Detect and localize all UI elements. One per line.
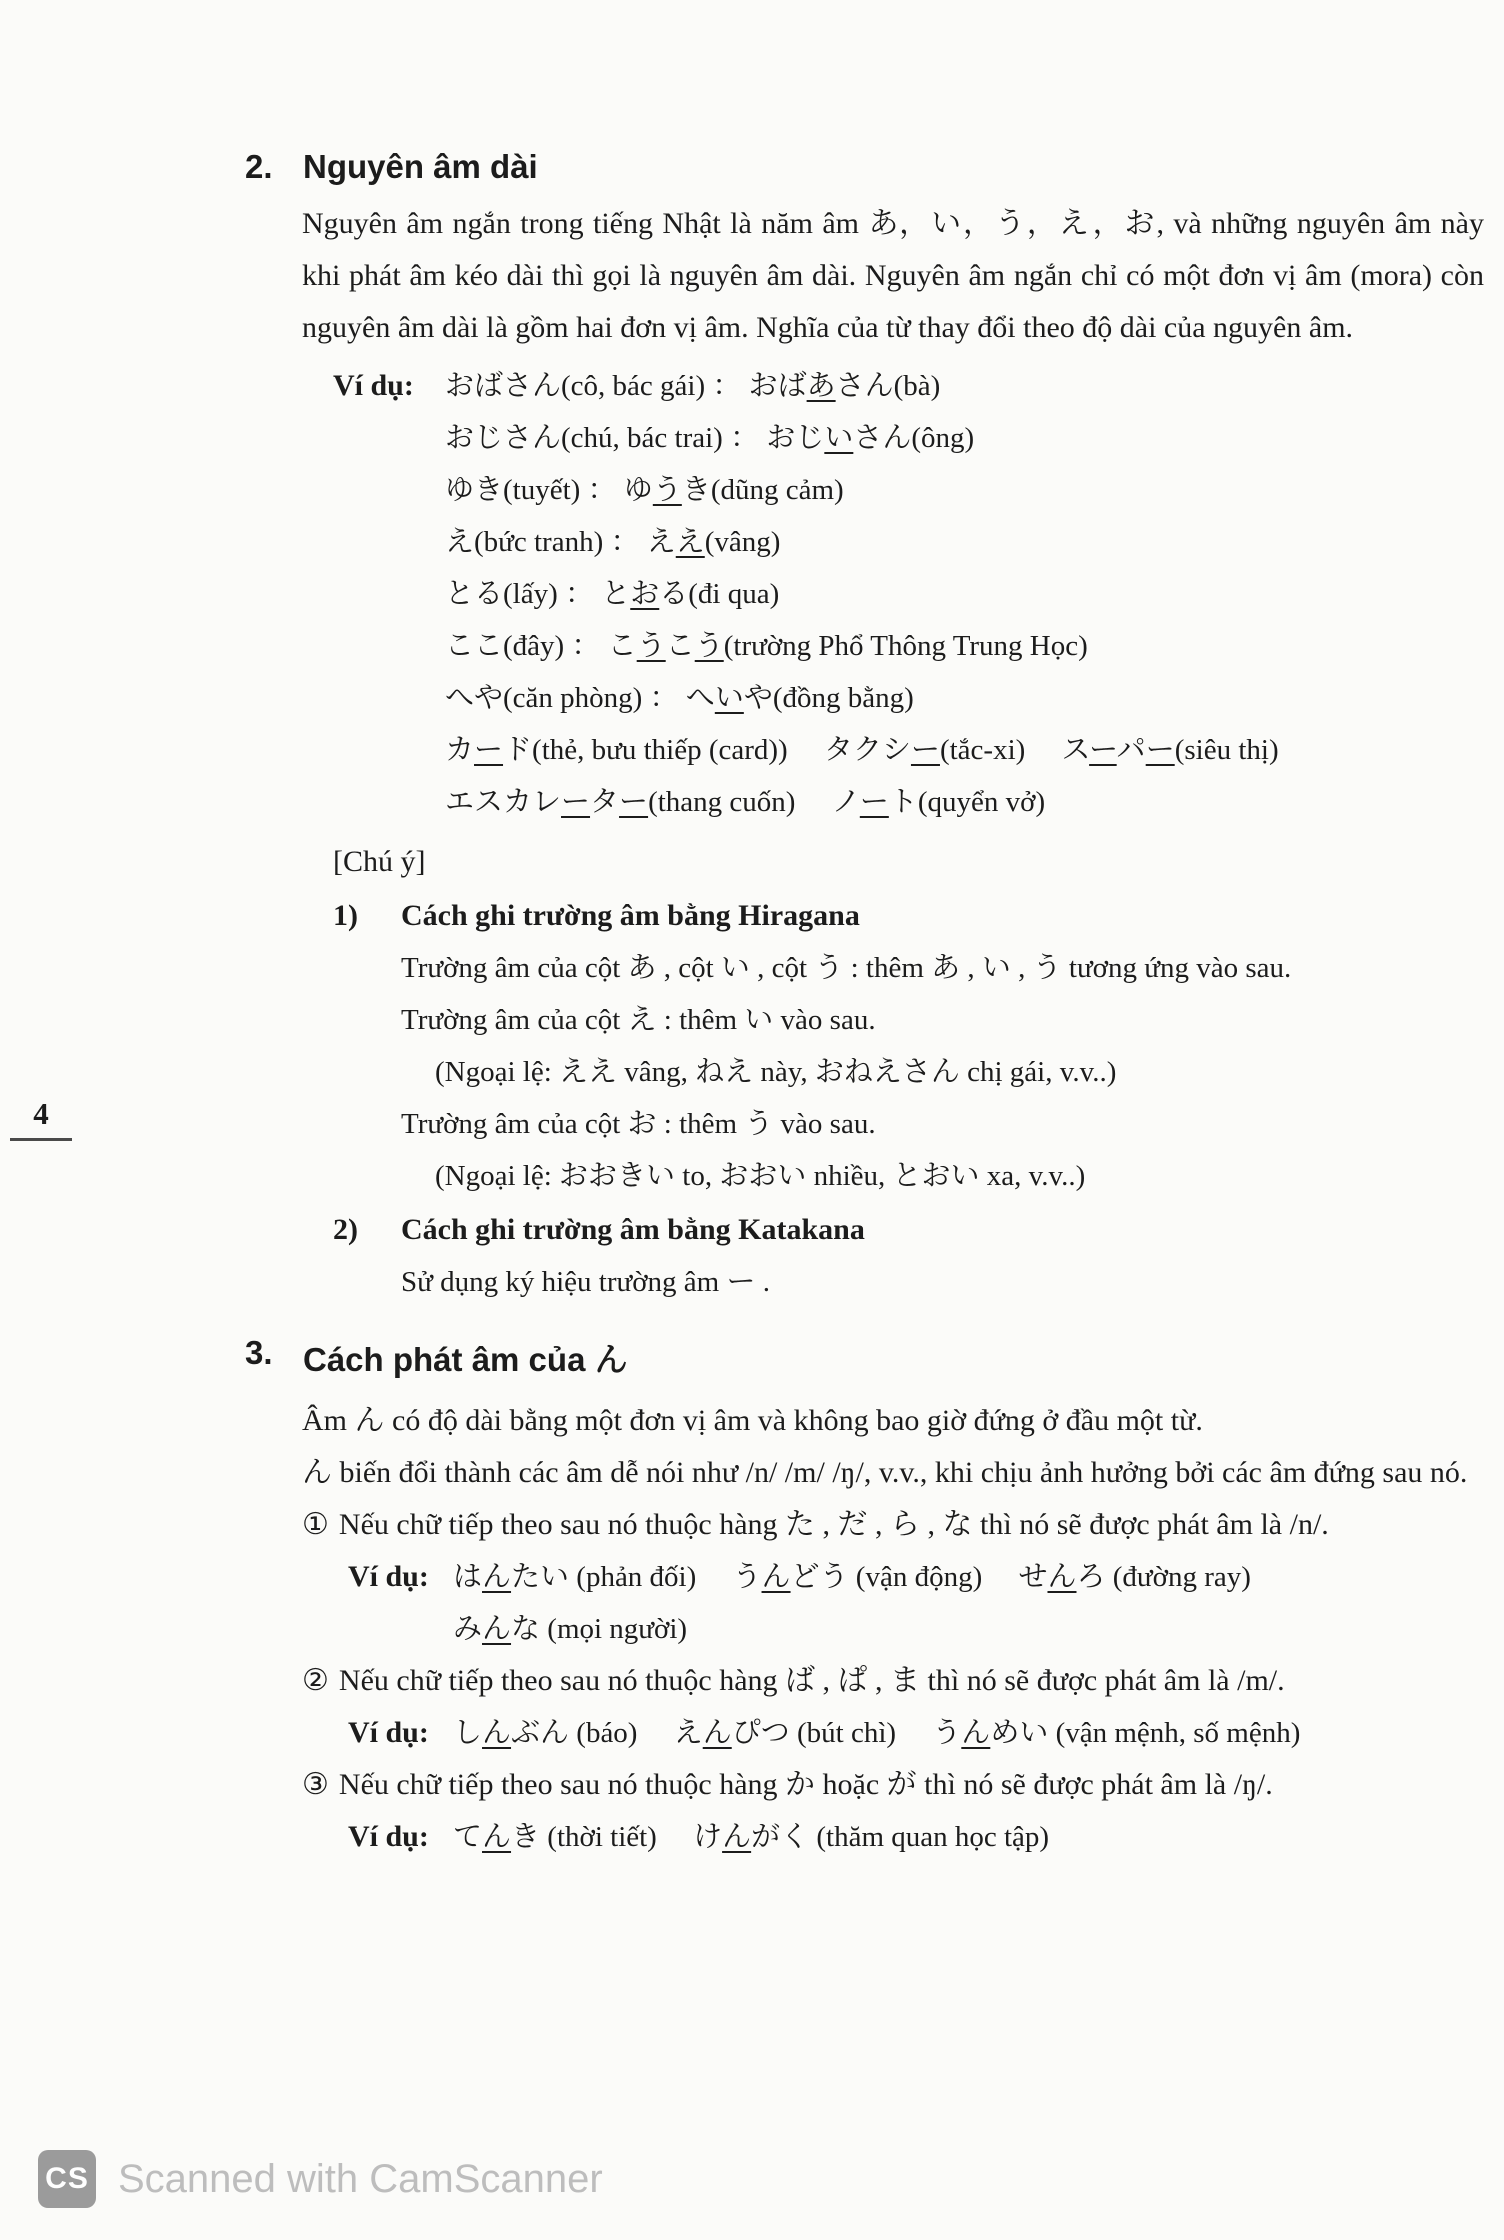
example-list — [453, 1551, 1251, 1655]
circled-number-2: ② — [302, 1664, 329, 1697]
section2-number: 2. — [245, 148, 273, 185]
page-content — [245, 148, 1485, 1863]
rule-line: Trường âm của cột え : thêm い vào sau. — [401, 1004, 876, 1036]
circled-number-3: ③ — [302, 1768, 329, 1801]
camscanner-logo-icon: CS — [38, 2150, 96, 2208]
rule-1-examples — [348, 1551, 1485, 1655]
subsection-katakana-body — [401, 1256, 1485, 1308]
example-line: しんぶん (báo) えんぴつ (bút chì) うんめい (vận mệnh, số mệnh) — [453, 1717, 1301, 1749]
note-label: [Chú ý] — [333, 845, 426, 878]
subsection-number: 1) — [333, 899, 358, 932]
section2-heading — [245, 148, 1485, 186]
example-list — [453, 1811, 1049, 1863]
example-line: おじさん(chú, bác trai) ： おじいさん(ông) — [445, 422, 975, 454]
rule-line: Trường âm của cột お : thêm う vào sau. — [401, 1108, 876, 1140]
rule-line: Sử dụng ký hiệu trường âm ー . — [401, 1266, 770, 1298]
example-line: え(bức tranh) ： ええ(vâng) — [445, 526, 781, 558]
rule-line: Trường âm của cột あ , cột い , cột う : thêm あ , い , う tương ứng vào sau. — [401, 952, 1292, 984]
example-line: とる(lấy) ： とおる(đi qua) — [445, 578, 780, 610]
section2-paragraph: Nguyên âm ngắn trong tiếng Nhật là năm âm あ，い，う，え，お, và những nguyên âm này khi phát âm kéo dài thì gọi là nguyên âm dài. Nguyên âm ngắn chỉ có một đơn vị âm (mora) còn nguyên âm dài là gồm hai đơn vị âm. Nghĩa của từ thay đổi theo độ dài của nguyên âm. — [302, 207, 1484, 344]
example-line: はんたい (phản đối) うんどう (vận động) せんろ (đường ray) — [453, 1561, 1251, 1593]
example-line: おばさん(cô, bác gái) ： おばあさん(bà) — [445, 370, 941, 402]
example-line: へや(căn phòng) ： へいや(đồng bằng) — [445, 682, 914, 714]
exception-line: (Ngoại lệ: おおきい to, おおい nhiều, とおい xa, v.v..) — [435, 1160, 1086, 1192]
rule-text: Nếu chữ tiếp theo sau nó thuộc hàng ば , ぱ , ま thì nó sẽ được phát âm là /m/. — [338, 1664, 1285, 1697]
rule-3-examples — [348, 1811, 1485, 1863]
subsection-title: Cách ghi trường âm bằng Katakana — [401, 1213, 865, 1246]
subsection-hiragana-heading — [333, 890, 1485, 942]
example-label: Ví dụ: — [348, 1716, 429, 1749]
rule-2-examples — [348, 1707, 1485, 1759]
example-line: みんな (mọi người) — [453, 1613, 688, 1645]
section2-title: Nguyên âm dài — [303, 148, 538, 185]
subsection-katakana-heading — [333, 1204, 1485, 1256]
example-line: カード(thẻ, bưu thiếp (card)) タクシー(tắc-xi) スーパー(siêu thị) — [445, 734, 1279, 766]
example-line: エスカレーター(thang cuốn) ノート(quyển vở) — [445, 786, 1046, 818]
pronunciation-rule-3 — [302, 1759, 1487, 1811]
pronunciation-rule-1 — [302, 1499, 1487, 1551]
rule-text: Nếu chữ tiếp theo sau nó thuộc hàng か hoặc が thì nó sẽ được phát âm là /ŋ/. — [338, 1768, 1273, 1801]
example-label: Ví dụ: — [348, 1820, 429, 1853]
subsection-hiragana-body — [401, 942, 1485, 1202]
subsection-title: Cách ghi trường âm bằng Hiragana — [401, 899, 860, 932]
circled-number-1: ① — [302, 1508, 329, 1541]
subsection-katakana — [333, 1204, 1485, 1308]
section3 — [245, 1334, 1485, 1863]
example-label: Ví dụ: — [333, 369, 414, 402]
subsection-hiragana — [333, 890, 1485, 1202]
section3-paragraph-2: ん biến đổi thành các âm dễ nói như /n/ /m/ /ŋ/, v.v., khi chịu ảnh hưởng bởi các âm đứng sau nó. — [302, 1456, 1468, 1489]
example-list — [445, 360, 1279, 828]
section3-number: 3. — [245, 1334, 273, 1371]
example-line: ゆき(tuyết) ： ゆうき(dũng cảm) — [445, 474, 844, 506]
section3-heading — [245, 1334, 1485, 1381]
camscanner-watermark — [38, 2150, 603, 2208]
camscanner-watermark-text: Scanned with CamScanner — [118, 2156, 603, 2201]
rule-text: Nếu chữ tiếp theo sau nó thuộc hàng た , だ , ら , な thì nó sẽ được phát âm là /n/. — [338, 1508, 1329, 1541]
section3-title: Cách phát âm của ん — [303, 1341, 628, 1378]
subsection-number: 2) — [333, 1213, 358, 1246]
exception-line: (Ngoại lệ: ええ vâng, ねえ này, おねえさん chị gái, v.v..) — [435, 1056, 1117, 1088]
pronunciation-rule-2 — [302, 1655, 1487, 1707]
example-list — [453, 1707, 1300, 1759]
example-line: てんき (thời tiết) けんがく (thăm quan học tập) — [453, 1821, 1050, 1853]
page-number: 4 — [10, 1096, 72, 1141]
section2-example-block — [333, 360, 1485, 828]
example-line: ここ(đây) ： こうこう(trường Phổ Thông Trung Học) — [445, 630, 1088, 662]
example-label: Ví dụ: — [348, 1560, 429, 1593]
section3-paragraph-1: Âm ん có độ dài bằng một đơn vị âm và không bao giờ đứng ở đầu một từ. — [302, 1404, 1203, 1437]
